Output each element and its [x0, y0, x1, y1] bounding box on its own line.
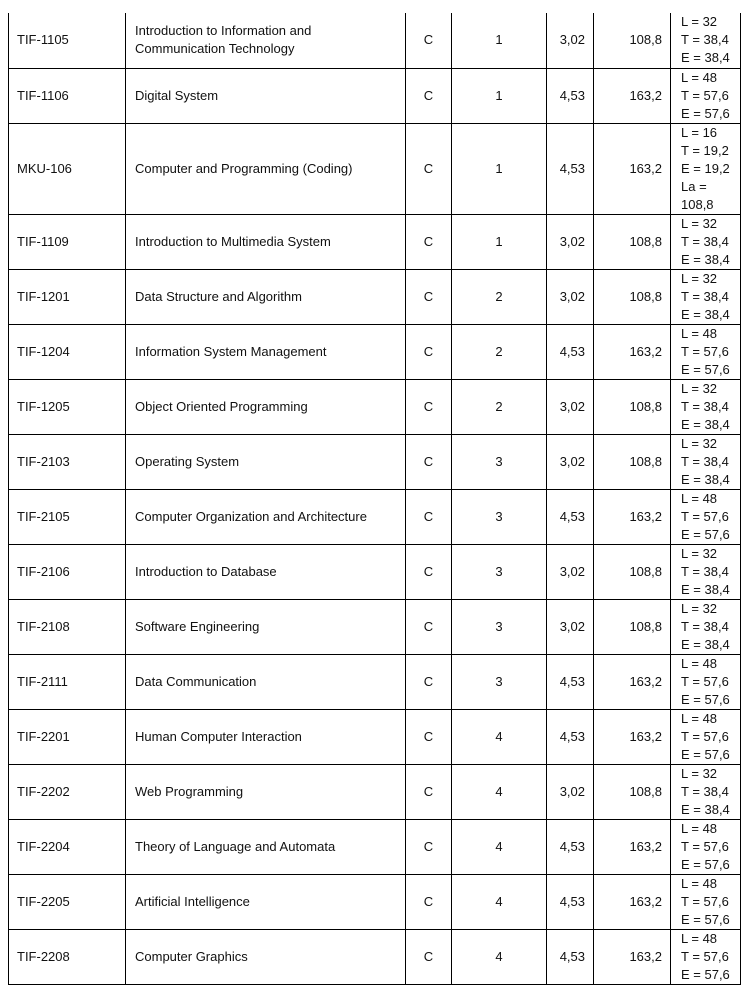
course-name-cell: Theory of Language and Automata — [126, 819, 406, 874]
hours-line: T = 38,4 — [681, 563, 729, 579]
hours-line: E = 57,6 — [681, 526, 730, 542]
total-hours-cell: 108,8 — [594, 544, 671, 599]
hours-line: E = 57,6 — [681, 911, 730, 927]
credit-cell: 4,53 — [547, 654, 594, 709]
hours-line: L = 48 — [681, 820, 718, 836]
course-category-cell: C — [406, 123, 452, 214]
total-hours-cell: 163,2 — [594, 324, 671, 379]
hours-line: T = 57,6 — [681, 728, 729, 744]
hours-line: E = 38,4 — [681, 581, 730, 597]
course-category-cell: C — [406, 489, 452, 544]
total-hours-cell: 108,8 — [594, 214, 671, 269]
table-row — [9, 123, 741, 214]
table-row — [9, 324, 741, 379]
course-code-cell: TIF-2202 — [9, 764, 126, 819]
hours-line: E = 57,6 — [681, 856, 730, 872]
hours-line: E = 38,4 — [681, 306, 730, 322]
course-category-cell: C — [406, 379, 452, 434]
hours-breakdown-cell — [671, 214, 741, 269]
hours-line: E = 57,6 — [681, 966, 730, 982]
semester-cell: 3 — [452, 654, 547, 709]
credit-cell: 3,02 — [547, 269, 594, 324]
credit-cell: 3,02 — [547, 13, 594, 68]
course-category-cell: C — [406, 13, 452, 68]
table-row — [9, 379, 741, 434]
credit-cell: 3,02 — [547, 379, 594, 434]
hours-breakdown-cell — [671, 13, 741, 68]
course-name-cell: Human Computer Interaction — [126, 709, 406, 764]
hours-breakdown-cell — [671, 599, 741, 654]
hours-line: T = 57,6 — [681, 508, 729, 524]
total-hours-cell: 163,2 — [594, 123, 671, 214]
hours-line: T = 57,6 — [681, 673, 729, 689]
course-code-cell: TIF-1201 — [9, 269, 126, 324]
hours-line: T = 57,6 — [681, 948, 729, 964]
credit-cell: 4,53 — [547, 123, 594, 214]
table-row — [9, 214, 741, 269]
hours-breakdown-cell — [671, 379, 741, 434]
hours-line: E = 57,6 — [681, 361, 730, 377]
course-table-body — [9, 13, 741, 984]
course-code-cell: TIF-2205 — [9, 874, 126, 929]
hours-breakdown-cell — [671, 709, 741, 764]
hours-line: T = 38,4 — [681, 618, 729, 634]
semester-cell: 4 — [452, 764, 547, 819]
semester-cell: 1 — [452, 68, 547, 123]
total-hours-cell: 108,8 — [594, 434, 671, 489]
table-row — [9, 819, 741, 874]
course-code-cell: TIF-1109 — [9, 214, 126, 269]
table-row — [9, 489, 741, 544]
hours-line: L = 48 — [681, 930, 718, 946]
semester-cell: 3 — [452, 434, 547, 489]
hours-line: T = 57,6 — [681, 343, 729, 359]
hours-line: L = 32 — [681, 545, 718, 561]
total-hours-cell: 163,2 — [594, 68, 671, 123]
hours-line: L = 48 — [681, 490, 718, 506]
course-name-cell: Computer Graphics — [126, 929, 406, 984]
hours-breakdown-cell — [671, 654, 741, 709]
credit-cell: 3,02 — [547, 599, 594, 654]
hours-line: T = 57,6 — [681, 893, 729, 909]
hours-line: L = 32 — [681, 14, 718, 30]
hours-line: L = 32 — [681, 270, 718, 286]
semester-cell: 2 — [452, 324, 547, 379]
credit-cell: 3,02 — [547, 434, 594, 489]
course-code-cell: TIF-2204 — [9, 819, 126, 874]
course-name-cell: Computer Organization and Architecture — [126, 489, 406, 544]
hours-line: T = 57,6 — [681, 87, 729, 103]
semester-cell: 2 — [452, 379, 547, 434]
credit-cell: 4,53 — [547, 929, 594, 984]
credit-cell: 3,02 — [547, 544, 594, 599]
course-name-cell: Data Communication — [126, 654, 406, 709]
total-hours-cell: 108,8 — [594, 764, 671, 819]
total-hours-cell: 163,2 — [594, 654, 671, 709]
course-code-cell: TIF-2108 — [9, 599, 126, 654]
total-hours-cell: 163,2 — [594, 874, 671, 929]
course-name-cell: Introduction to Information and Communication Technology — [126, 13, 406, 68]
course-category-cell: C — [406, 599, 452, 654]
total-hours-cell: 163,2 — [594, 929, 671, 984]
course-name-cell: Web Programming — [126, 764, 406, 819]
hours-line: T = 38,4 — [681, 398, 729, 414]
hours-line: E = 38,4 — [681, 50, 730, 66]
hours-line: L = 48 — [681, 710, 718, 726]
hours-breakdown-cell — [671, 764, 741, 819]
credit-cell: 4,53 — [547, 489, 594, 544]
semester-cell: 4 — [452, 929, 547, 984]
hours-line: T = 38,4 — [681, 453, 729, 469]
course-code-cell: TIF-2201 — [9, 709, 126, 764]
table-row — [9, 68, 741, 123]
hours-line: L = 32 — [681, 600, 718, 616]
semester-cell: 3 — [452, 544, 547, 599]
credit-cell: 4,53 — [547, 874, 594, 929]
course-category-cell: C — [406, 874, 452, 929]
hours-breakdown-cell — [671, 434, 741, 489]
table-row — [9, 544, 741, 599]
course-table — [8, 13, 741, 985]
table-row — [9, 764, 741, 819]
hours-line: T = 38,4 — [681, 32, 729, 48]
table-row — [9, 709, 741, 764]
course-name-cell: Introduction to Multimedia System — [126, 214, 406, 269]
semester-cell: 3 — [452, 489, 547, 544]
course-code-cell: TIF-1106 — [9, 68, 126, 123]
hours-line: L = 32 — [681, 215, 718, 231]
total-hours-cell: 163,2 — [594, 489, 671, 544]
course-category-cell: C — [406, 214, 452, 269]
course-category-cell: C — [406, 324, 452, 379]
hours-line: T = 38,4 — [681, 233, 729, 249]
course-category-cell: C — [406, 764, 452, 819]
hours-line: T = 38,4 — [681, 288, 729, 304]
hours-line: E = 38,4 — [681, 471, 730, 487]
hours-line: T = 38,4 — [681, 783, 729, 799]
hours-line: L = 48 — [681, 875, 718, 891]
hours-line: E = 57,6 — [681, 691, 730, 707]
semester-cell: 2 — [452, 269, 547, 324]
course-name-cell: Operating System — [126, 434, 406, 489]
course-code-cell: TIF-1204 — [9, 324, 126, 379]
table-row — [9, 434, 741, 489]
hours-line: E = 38,4 — [681, 416, 730, 432]
hours-line: E = 57,6 — [681, 105, 730, 121]
course-code-cell: TIF-2106 — [9, 544, 126, 599]
hours-breakdown-cell — [671, 874, 741, 929]
table-row — [9, 654, 741, 709]
credit-cell: 3,02 — [547, 214, 594, 269]
hours-breakdown-cell — [671, 269, 741, 324]
semester-cell: 3 — [452, 599, 547, 654]
hours-line: 108,8 — [681, 196, 714, 212]
semester-cell: 4 — [452, 819, 547, 874]
hours-breakdown-cell — [671, 929, 741, 984]
total-hours-cell: 163,2 — [594, 819, 671, 874]
course-name-cell: Object Oriented Programming — [126, 379, 406, 434]
credit-cell: 4,53 — [547, 68, 594, 123]
semester-cell: 4 — [452, 709, 547, 764]
hours-line: L = 16 — [681, 124, 718, 140]
hours-line: L = 48 — [681, 69, 718, 85]
hours-line: E = 38,4 — [681, 251, 730, 267]
course-category-cell: C — [406, 68, 452, 123]
course-category-cell: C — [406, 929, 452, 984]
course-category-cell: C — [406, 544, 452, 599]
course-name-cell: Software Engineering — [126, 599, 406, 654]
course-name-cell: Digital System — [126, 68, 406, 123]
hours-breakdown-cell — [671, 544, 741, 599]
total-hours-cell: 108,8 — [594, 599, 671, 654]
hours-line: La = — [681, 178, 707, 194]
hours-line: T = 57,6 — [681, 838, 729, 854]
total-hours-cell: 108,8 — [594, 379, 671, 434]
course-category-cell: C — [406, 654, 452, 709]
course-category-cell: C — [406, 709, 452, 764]
credit-cell: 3,02 — [547, 764, 594, 819]
course-code-cell: TIF-1105 — [9, 13, 126, 68]
course-code-cell: TIF-2103 — [9, 434, 126, 489]
course-code-cell: TIF-1205 — [9, 379, 126, 434]
credit-cell: 4,53 — [547, 709, 594, 764]
course-name-cell: Introduction to Database — [126, 544, 406, 599]
course-name-cell: Computer and Programming (Coding) — [126, 123, 406, 214]
hours-line: L = 48 — [681, 655, 718, 671]
credit-cell: 4,53 — [547, 819, 594, 874]
total-hours-cell: 108,8 — [594, 13, 671, 68]
total-hours-cell: 163,2 — [594, 709, 671, 764]
semester-cell: 1 — [452, 214, 547, 269]
hours-line: L = 32 — [681, 435, 718, 451]
course-category-cell: C — [406, 269, 452, 324]
course-code-cell: TIF-2208 — [9, 929, 126, 984]
semester-cell: 1 — [452, 13, 547, 68]
hours-line: E = 19,2 — [681, 160, 730, 176]
credit-cell: 4,53 — [547, 324, 594, 379]
hours-breakdown-cell — [671, 489, 741, 544]
course-name-cell: Data Structure and Algorithm — [126, 269, 406, 324]
course-name-cell: Information System Management — [126, 324, 406, 379]
hours-line: E = 38,4 — [681, 636, 730, 652]
total-hours-cell: 108,8 — [594, 269, 671, 324]
table-row — [9, 13, 741, 68]
hours-line: E = 38,4 — [681, 801, 730, 817]
table-row — [9, 599, 741, 654]
course-category-cell: C — [406, 819, 452, 874]
table-row — [9, 929, 741, 984]
course-code-cell: TIF-2105 — [9, 489, 126, 544]
hours-breakdown-cell — [671, 819, 741, 874]
table-row — [9, 874, 741, 929]
hours-breakdown-cell — [671, 123, 741, 214]
course-code-cell: MKU-106 — [9, 123, 126, 214]
hours-line: E = 57,6 — [681, 746, 730, 762]
hours-breakdown-cell — [671, 68, 741, 123]
semester-cell: 4 — [452, 874, 547, 929]
hours-line: L = 48 — [681, 325, 718, 341]
hours-line: L = 32 — [681, 380, 718, 396]
course-name-cell: Artificial Intelligence — [126, 874, 406, 929]
hours-line: L = 32 — [681, 765, 718, 781]
course-category-cell: C — [406, 434, 452, 489]
table-row — [9, 269, 741, 324]
semester-cell: 1 — [452, 123, 547, 214]
hours-breakdown-cell — [671, 324, 741, 379]
hours-line: T = 19,2 — [681, 142, 729, 158]
course-code-cell: TIF-2111 — [9, 654, 126, 709]
